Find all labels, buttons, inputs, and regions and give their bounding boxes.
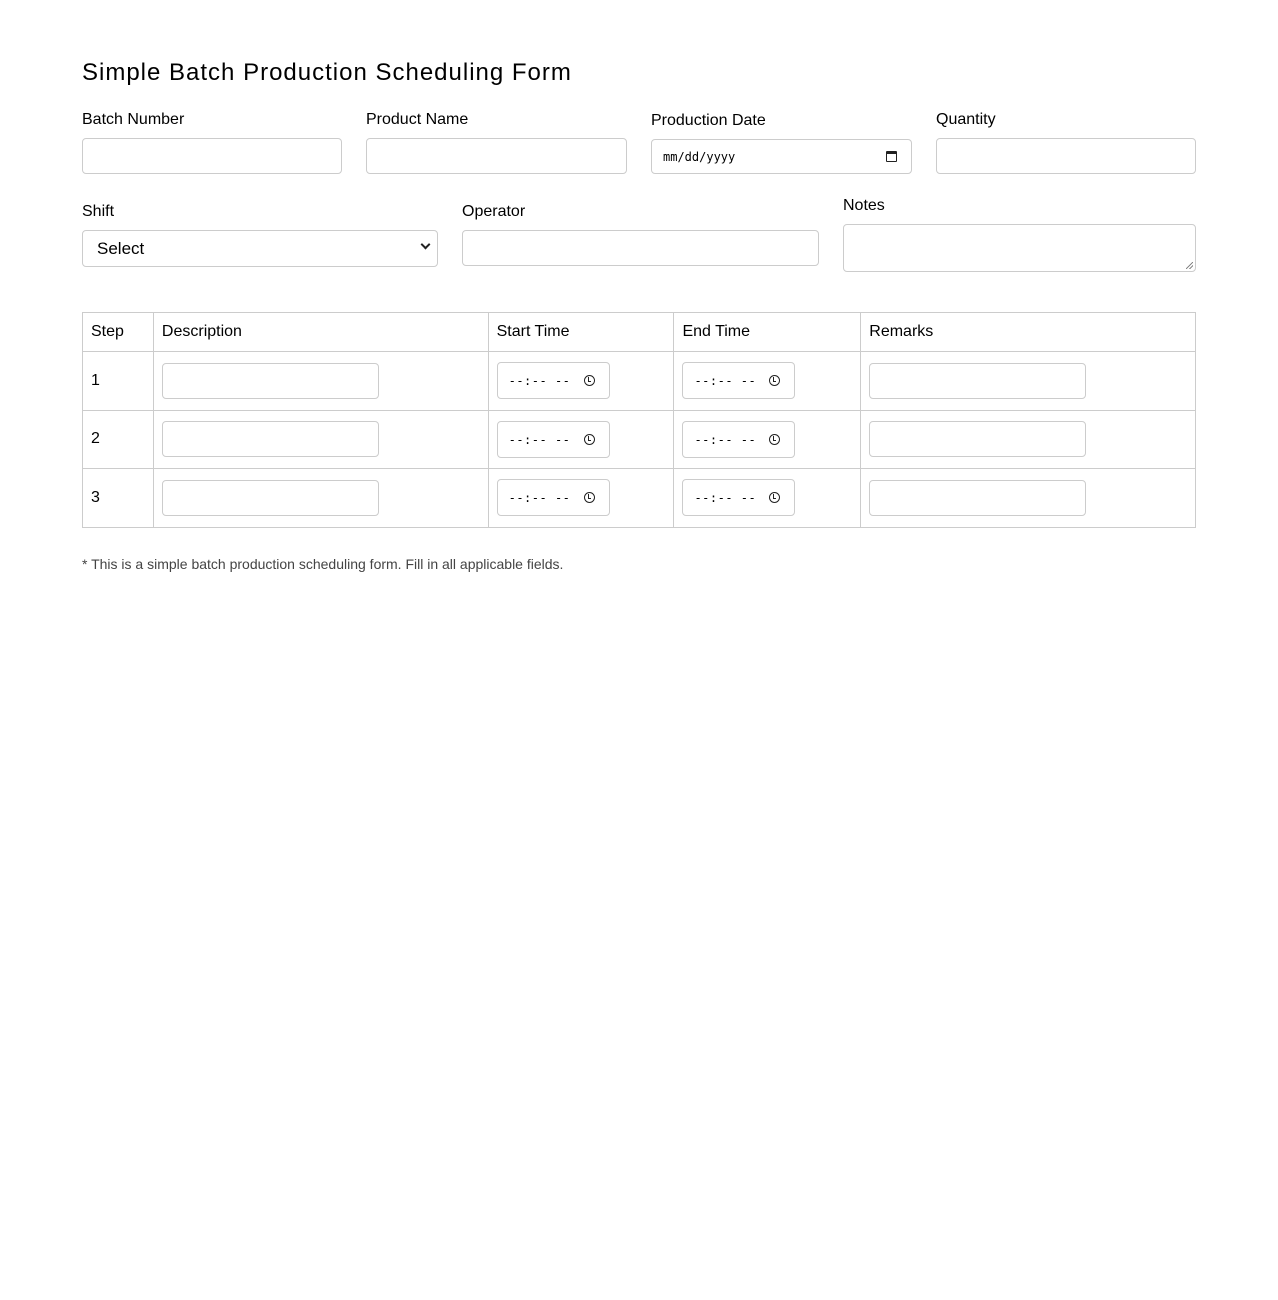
description-input[interactable] — [162, 363, 379, 399]
clock-icon[interactable] — [769, 375, 780, 386]
remarks-input[interactable] — [869, 480, 1086, 516]
start-time-input[interactable] — [497, 421, 610, 458]
description-input[interactable] — [162, 421, 379, 457]
steps-table — [82, 312, 1196, 528]
table-row — [83, 352, 1196, 411]
clock-icon[interactable] — [769, 434, 780, 445]
clock-icon[interactable] — [584, 434, 595, 445]
table-row — [83, 469, 1196, 528]
clock-icon[interactable] — [769, 492, 780, 503]
production-date-label: Production Date — [651, 112, 766, 129]
step-number: 3 — [83, 469, 154, 528]
chevron-down-icon — [421, 240, 431, 250]
notes-label: Notes — [843, 197, 885, 214]
remarks-input[interactable] — [869, 421, 1086, 457]
shift-label: Shift — [82, 203, 115, 220]
clock-icon[interactable] — [584, 375, 595, 386]
shift-select[interactable] — [82, 230, 438, 267]
time-placeholder: --:-- -- — [694, 374, 757, 389]
notes-textarea[interactable] — [843, 224, 1196, 272]
time-placeholder: --:-- -- — [508, 491, 571, 506]
time-placeholder: --:-- -- — [694, 491, 757, 506]
calendar-icon[interactable] — [886, 151, 897, 162]
batch-number-input[interactable] — [82, 138, 342, 174]
footnote: * This is a simple batch production scheduling form. Fill in all applicable fields. — [82, 556, 564, 572]
step-number: 1 — [83, 352, 154, 411]
product-name-input[interactable] — [366, 138, 627, 174]
clock-icon[interactable] — [584, 492, 595, 503]
end-time-input[interactable] — [682, 421, 795, 458]
quantity-label: Quantity — [936, 111, 996, 128]
header-start-time: Start Time — [488, 313, 674, 352]
end-time-input[interactable] — [682, 479, 795, 516]
start-time-input[interactable] — [497, 479, 610, 516]
start-time-input[interactable] — [497, 362, 610, 399]
page-title: Simple Batch Production Scheduling Form — [82, 59, 572, 86]
description-input[interactable] — [162, 480, 379, 516]
step-number: 2 — [83, 410, 154, 469]
operator-label: Operator — [462, 203, 526, 220]
time-placeholder: --:-- -- — [508, 432, 571, 447]
time-placeholder: --:-- -- — [694, 432, 757, 447]
quantity-input[interactable] — [936, 138, 1196, 174]
end-time-input[interactable] — [682, 362, 795, 399]
header-remarks: Remarks — [861, 313, 1196, 352]
table-header-row — [83, 313, 1196, 352]
header-step: Step — [83, 313, 154, 352]
header-end-time: End Time — [674, 313, 861, 352]
shift-selected-value: Select — [97, 239, 145, 258]
batch-number-label: Batch Number — [82, 111, 185, 128]
remarks-input[interactable] — [869, 363, 1086, 399]
date-placeholder: mm/dd/yyyy — [663, 150, 736, 164]
operator-input[interactable] — [462, 230, 819, 266]
resize-handle-icon[interactable] — [1186, 262, 1193, 269]
product-name-label: Product Name — [366, 111, 469, 128]
header-description: Description — [153, 313, 488, 352]
production-date-input[interactable] — [651, 139, 912, 174]
time-placeholder: --:-- -- — [508, 374, 571, 389]
table-row — [83, 410, 1196, 469]
